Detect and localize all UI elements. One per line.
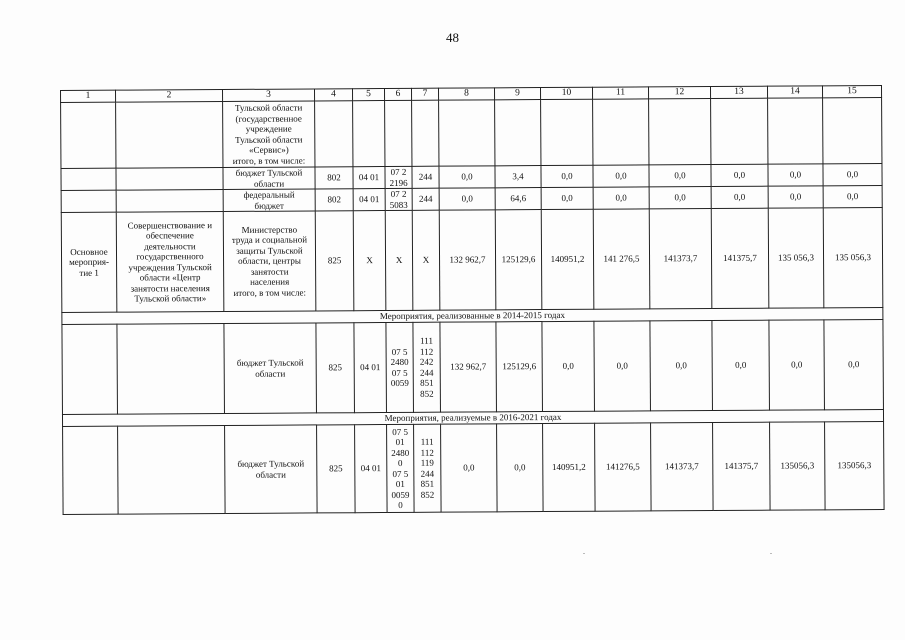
column-header: 4 [314,89,352,101]
section-heading: Мероприятия, реализуемые в 2016-2021 годах [62,409,883,426]
table-cell [649,99,711,165]
executor-cell: Тульской области (государственное учреждение Тульской области «Сервис») итого, в том числе: [223,101,315,168]
table-row [61,207,883,312]
table-cell: 135 056,3 [823,207,883,307]
table-cell: 0,0 [823,163,882,185]
table-cell: 04 01 [355,425,388,513]
table-cell: 135056,3 [770,422,826,510]
table-cell: 0,0 [649,165,711,187]
table-cell: 135056,3 [825,421,885,509]
table-cell [495,100,541,166]
table-cell: X [412,210,440,310]
table-cell: 0,0 [711,186,768,208]
table-cell: 141 276,5 [593,209,650,309]
table-cell: 0,0 [439,188,495,210]
column-header: 12 [648,87,710,99]
column-header: 13 [710,86,767,98]
scan-speck [583,553,585,554]
funding-source-cell: федеральный бюджет [223,189,315,212]
table-cell: 244 [412,166,439,188]
column-header: 11 [592,87,648,99]
table-cell [593,99,649,165]
funding-source-cell: бюджет Тульской области [223,167,315,190]
table-cell: 141375,7 [711,208,769,308]
column-header: 8 [438,88,494,100]
table-cell: 132 962,7 [440,322,497,412]
measure-name-cell: Основное мероприя- тие 1 [61,212,117,312]
executor-cell: Министерство труда и социальной защиты Тульской области, центры занятости населения итого, в том числе: [223,211,316,312]
table-cell: 07 2 5083 [385,188,412,210]
column-header: 5 [352,89,384,101]
table-cell [768,98,823,164]
table-cell: 0,0 [824,319,884,409]
table-row [61,97,882,168]
table-row [63,421,885,514]
table-cell: 0,0 [441,424,498,512]
table-cell [711,98,768,164]
table-cell: X [353,211,386,311]
table-cell: 0,0 [823,185,882,207]
table-cell: 141276,5 [595,423,652,511]
column-header: 9 [494,88,540,100]
column-header: 14 [767,86,822,98]
funding-source-cell: бюджет Тульской области [225,425,318,514]
table-cell: 04 01 [353,189,385,211]
measure-description-cell: Совершенствование и обеспечение деятельности государственного учреждения Тульской области «Центр занятости населения Тульской области» [116,212,224,313]
section-heading: Мероприятия, реализованные в 2014-2015 годах [62,307,883,324]
table-cell: 0,0 [711,164,768,186]
table-cell [412,100,439,166]
table-cell: 64,6 [495,188,541,210]
table-cell: 140951,2 [541,209,594,309]
table-cell [117,324,225,415]
column-header: 3 [223,89,315,102]
table-cell: 244 [412,188,439,210]
table-cell: X [385,210,413,310]
table-cell [61,190,116,212]
table-cell [823,97,882,163]
page-number: 48 [446,30,459,45]
table-cell: 0,0 [593,187,649,209]
table-cell [61,102,116,168]
table-cell: 132 962,7 [439,210,496,310]
column-header: 1 [61,90,116,102]
table-cell [541,99,593,165]
table-cell: 04 01 [354,323,387,413]
table-row [62,319,884,414]
table-cell: 0,0 [594,321,651,411]
table-cell: 0,0 [650,321,713,411]
table-cell: 0,0 [439,166,495,188]
table-cell: 0,0 [541,187,593,209]
table-cell: 0,0 [712,320,770,410]
budget-table [60,85,885,515]
column-header: 15 [822,85,881,97]
table-cell: 07 5 01 2480 0 07 5 01 0059 0 [387,424,415,512]
table-cell: 0,0 [769,320,825,410]
table-cell [116,190,223,213]
table-cell: 125129,6 [496,322,543,412]
table-cell [315,101,353,167]
scan-speck [770,553,772,554]
table-cell [62,324,118,414]
table-cell: 802 [315,167,353,189]
column-header: 6 [384,88,411,100]
table-cell: 07 5 2480 07 5 0059 [386,322,414,412]
table-cell: 0,0 [542,321,595,411]
table-cell: 0,0 [593,165,649,187]
table-cell [116,168,223,191]
table-cell [63,426,119,514]
table-cell: 07 2 2196 [385,166,412,188]
table-cell: 125129,6 [495,210,542,310]
table-cell: 141373,7 [649,209,712,309]
table-cell: 825 [316,323,355,413]
table-cell [118,426,226,515]
table-cell: 0,0 [649,187,711,209]
funding-source-cell: бюджет Тульской области [224,323,317,414]
column-header: 2 [116,90,223,103]
table-cell: 0,0 [541,165,593,187]
table-cell: 135 056,3 [768,208,824,308]
table-cell: 04 01 [353,167,385,189]
table-cell: 3,4 [495,166,541,188]
table-cell [439,100,495,166]
table-cell [385,100,412,166]
table-cell: 141373,7 [651,423,714,511]
column-header: 7 [411,88,438,100]
table-cell: 825 [315,211,354,311]
table-cell: 0,0 [768,186,823,208]
table-cell: 802 [315,189,353,211]
table-cell: 0,0 [768,164,823,186]
table-cell: 141375,7 [713,422,771,510]
table-cell [116,102,223,169]
table-cell [353,101,385,167]
table-cell: 111 112 119 244 851 852 [414,424,442,512]
table-cell: 0,0 [497,424,544,512]
table-cell [61,168,116,190]
column-header: 10 [540,87,592,99]
table-cell: 140951,2 [543,423,596,511]
table-cell: 111 112 242 244 851 852 [413,322,441,412]
table-cell: 825 [317,425,356,513]
